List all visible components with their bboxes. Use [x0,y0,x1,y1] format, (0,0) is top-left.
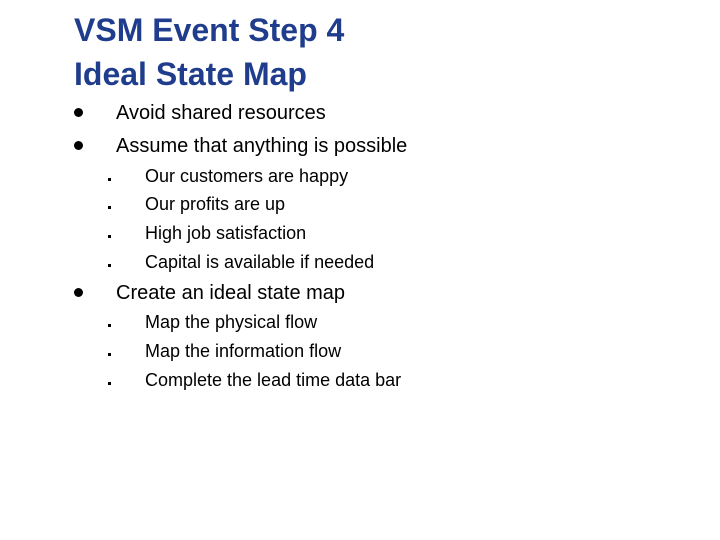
sub-bullet-text: Our profits are up [145,194,286,214]
bullet-dot-icon [74,141,83,150]
sub-bullet-text: Map the information flow [145,341,342,361]
bullet-dot-icon [74,108,83,117]
sub-bullet-text: Map the physical flow [145,312,318,332]
bullet-text: Assume that anything is possible [116,135,408,157]
sub-bullet-dot-icon [108,353,111,356]
sub-bullet-dot-icon [108,264,111,267]
sub-bullet-dot-icon [108,382,111,385]
title-line-2: Ideal State Map [74,56,307,92]
sub-bullet-text: High job satisfaction [145,223,307,243]
sub-bullet-dot-icon [108,206,111,209]
bullet-dot-icon [74,288,83,297]
bullet-text: Avoid shared resources [116,102,326,124]
sub-bullet-text: Complete the lead time data bar [145,370,402,390]
sub-bullet-dot-icon [108,235,111,238]
title-line-1: VSM Event Step 4 [74,12,345,48]
sub-bullet-dot-icon [108,324,111,327]
sub-bullet-text: Capital is available if needed [145,252,375,272]
sub-bullet-dot-icon [108,178,111,181]
sub-bullet-text: Our customers are happy [145,166,349,186]
bullet-text: Create an ideal state map [116,282,346,304]
